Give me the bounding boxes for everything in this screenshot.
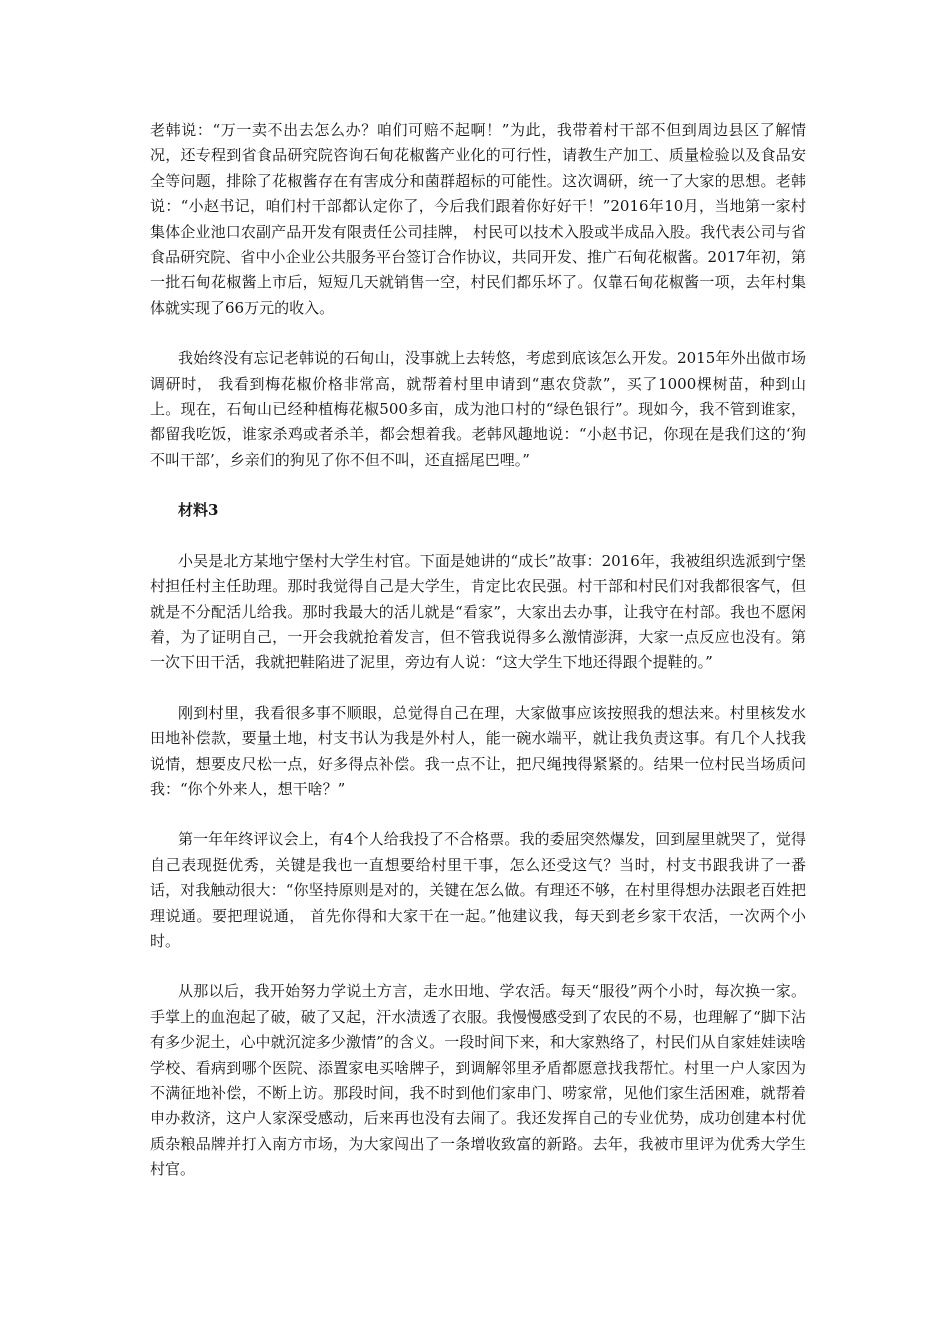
paragraph-gap [150, 321, 806, 346]
paragraph: 小吴是北方某地宁堡村大学生村官。下面是她讲的“成长”故事：2016年，我被组织选派到宁堡村担任村主任助理。那时我觉得自己是大学生，肯定比农民强。村干部和村民们对我都很客气，但就是不分配活儿给我。那时我最大的活儿就是“看家”，大家出去办事，让我守在村部。我也不愿闲着，为了证明自己，一开会我就抢着发言，但不管我说得多么激情澎湃，大家一点反应也没有。第一次下田干活，我就把鞋陷进了泥里，旁边有人说：“这大学生下地还得跟个提鞋的。” [150, 551, 806, 672]
paragraph: 从那以后，我开始努力学说土方言，走水田地、学农活。每天“服役”两个小时，每次换一家。手掌上的血泡起了破，破了又起，汗水渍透了衣服。我慢慢感受到了农民的不易，也理解了“脚下沾有多少泥土，心中就沉淀多少激情”的含义。一段时间下来，和大家熟络了，村民们从自家娃娃读啥学校、看病到哪个医院、添置家电买啥牌子，到调解邻里矛盾都愿意找我帮忙。村里一户人家因为不满征地补偿，不断上访。那段时间，我不时到他们家串门、唠家常，见他们家生活困难，就帮着申办救济，这户人家深受感动，后来再也没有去闹了。我还发挥自己的专业优势，成功创建本村优质杂粮品牌并打入南方市场，为大家闯出了一条增收致富的新路。去年，我被市里评为优秀大学生村官。 [150, 982, 806, 1179]
paragraph-gap [150, 473, 806, 498]
document-body [150, 118, 806, 1183]
paragraph-gap [150, 676, 806, 701]
paragraph-gap [150, 802, 806, 827]
paragraph-gap [150, 954, 806, 979]
paragraph: 老韩说：“万一卖不出去怎么办？咱们可赔不起啊！”为此，我带着村干部不但到周边县区了解情况，还专程到省食品研究院咨询石甸花椒酱产业化的可行性，请教生产加工、质量检验以及食品安全等问题，排除了花椒酱存在有害成分和菌群超标的可能性。这次调研，统一了大家的思想。老韩说：“小赵书记，咱们村干部都认定你了，今后我们跟着你好好干！”2016年10月，当地第一家村集体企业池口农副产品开发有限责任公司挂牌， 村民可以技术入股或半成品入股。我代表公司与省食品研究院、省中小企业公共服务平台签订合作协议，共同开发、推广石甸花椒酱。2017年初，第一批石甸花椒酱上市后，短短几天就销售一空，村民们都乐坏了。仅靠石甸花椒酱一项，去年村集体就实现了66万元的收入。 [150, 121, 806, 317]
paragraph: 第一年年终评议会上，有4个人给我投了不合格票。我的委屈突然爆发，回到屋里就哭了，觉得自己表现挺优秀，关键是我也一直想要给村里干事，怎么还受这气？当时，村支书跟我讲了一番话，对我触动很大：“你坚持原则是对的，关键在怎么做。有理还不够，在村里得想办法跟老百姓把理说通。要把理说通， 首先你得和大家干在一起。”他建议我，每天到老乡家干农活，一次两个小时。 [150, 830, 806, 950]
paragraph: 我始终没有忘记老韩说的石甸山，没事就上去转悠，考虑到底该怎么开发。2015年外出做市场调研时， 我看到梅花椒价格非常高，就帮着村里申请到“惠农贷款”，买了1000棵树苗，种到山上。现在，石甸山已经种植梅花椒500多亩，成为池口村的“绿色银行”。现如今，我不管到谁家，都留我吃饭，谁家杀鸡或者杀羊，都会想着我。老韩风趣地说：“小赵书记，你现在是我们这的‘狗不叫干部’，乡亲们的狗见了你不但不叫，还直摇尾巴哩。” [150, 349, 806, 469]
paragraph: 刚到村里，我看很多事不顺眼，总觉得自己在理，大家做事应该按照我的想法来。村里核发水田地补偿款，要量土地，村支书认为我是外村人，能一碗水端平，就让我负责这事。有几个人找我说情，想要皮尺松一点，好多得点补偿。我一点不让，把尺绳拽得紧紧的。结果一位村民当场质问我：“你个外来人，想干啥？” [150, 703, 806, 798]
paragraph-gap [150, 524, 806, 549]
section-heading: 材料3 [178, 501, 219, 520]
